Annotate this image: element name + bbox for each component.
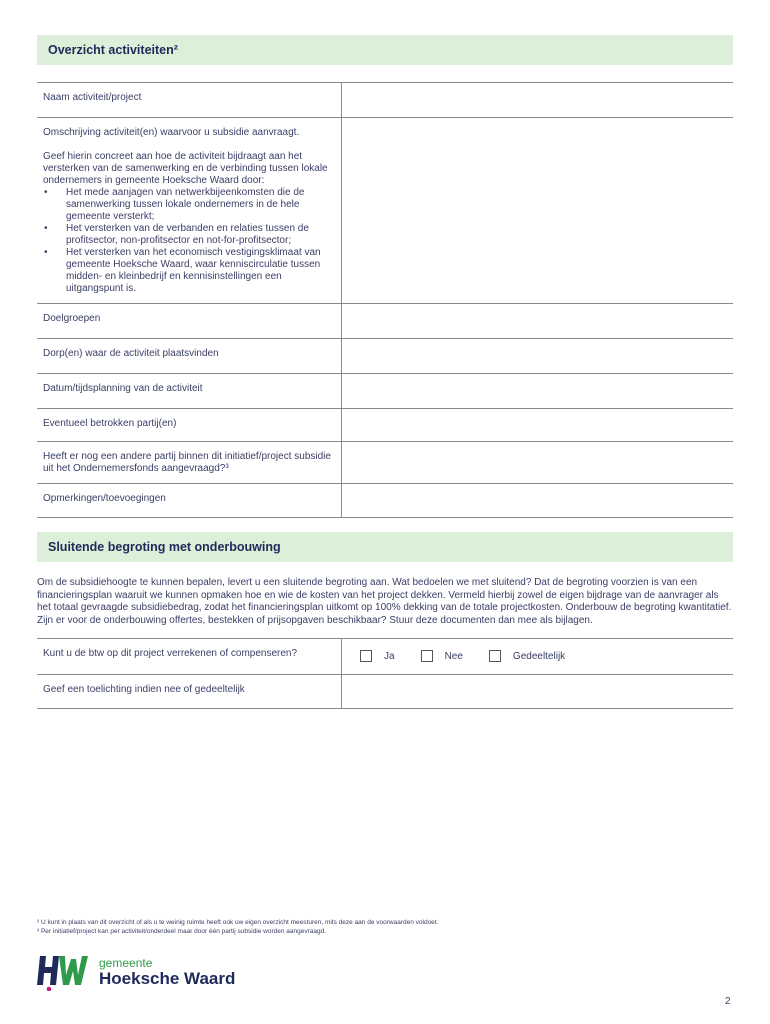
checkbox-nee[interactable]: [421, 650, 463, 662]
checkbox-gedeeltelijk[interactable]: [489, 650, 565, 662]
gemeente-logo: [37, 951, 235, 991]
checkbox-label: Ja: [384, 650, 395, 662]
table-row: [37, 409, 733, 442]
opmerkingen-field[interactable]: [342, 484, 734, 518]
list-item: • Het versterken van de verbanden en relaties tussen de profitsector, non-profitsector en not-for-profitsector;: [66, 223, 335, 247]
dorpen-field[interactable]: [342, 339, 734, 374]
field-label: [37, 442, 342, 484]
naam-activiteit-field[interactable]: [342, 83, 734, 118]
hw-logo-icon: [37, 951, 93, 991]
field-label: [37, 374, 342, 409]
label-omschrijving: Omschrijving activiteit(en) waarvoor u subsidie aanvraagt.: [43, 127, 300, 138]
table-row: [37, 639, 733, 675]
table-row: [37, 118, 733, 304]
omschrijving-intro: Geef hierin concreet aan hoe de activiteit bijdraagt aan het versterken van de samenwerking en de verbinding tussen lokale ondernemers in gemeente Hoeksche Waard door:: [43, 151, 328, 186]
field-label: [37, 484, 342, 518]
toelichting-field[interactable]: [342, 675, 734, 709]
field-label: [37, 675, 342, 709]
label-btw: Kunt u de btw op dit project verrekenen of compenseren?: [43, 648, 298, 659]
checkbox-icon[interactable]: [489, 650, 501, 662]
footnote: ² U kunt in plaats van dit overzicht of als u te weinig ruimte heeft ook uw eigen overzicht meesturen, mits deze aan de voorwaarden voldoet.: [37, 919, 439, 926]
label-datum: Datum/tijdsplanning van de activiteit: [43, 383, 203, 394]
activiteiten-table: [37, 82, 733, 518]
checkbox-label: Gedeeltelijk: [512, 650, 566, 662]
table-row: [37, 442, 733, 484]
list-item: • Het mede aanjagen van netwerkbijeenkomsten die de samenwerking tussen lokale ondernemers in de hele gemeente versterkt;: [66, 187, 335, 223]
betrokken-partijen-field[interactable]: [342, 409, 734, 442]
label-betrokken-partijen: Eventueel betrokken partij(en): [43, 418, 177, 429]
field-label: [37, 118, 342, 304]
table-row: [37, 339, 733, 374]
field-label: [37, 339, 342, 374]
table-row: [37, 374, 733, 409]
section-title-text: Sluitende begroting met onderbouwing: [48, 540, 281, 554]
table-row: [37, 304, 733, 339]
field-label: [37, 409, 342, 442]
table-row: [37, 83, 733, 118]
checkbox-ja[interactable]: [360, 650, 395, 662]
label-naam-activiteit: Naam activiteit/project: [43, 92, 142, 103]
checkbox-label: Nee: [444, 650, 463, 662]
field-label: [37, 304, 342, 339]
label-opmerkingen: Opmerkingen/toevoegingen: [43, 493, 166, 504]
table-row: [37, 675, 733, 709]
doelgroepen-field[interactable]: [342, 304, 734, 339]
footnotes: [37, 918, 438, 936]
label-dorpen: Dorp(en) waar de activiteit plaatsvinden: [43, 348, 219, 359]
section-title-begroting: [37, 532, 733, 562]
logo-text-gemeente: gemeente: [99, 956, 153, 970]
begroting-intro: Om de subsidiehoogte te kunnen bepalen, levert u een sluitende begroting aan. Wat bedoelen we met sluitend? Dat de begroting voorzien is van een financieringsplan waaruit we kunnen opmaken hoe en wie de kosten van het project dekken. Vermeld hierbij zowel de eigen bijdrage van de aanvrager als het totaal gevraagde subsidiebedrag, zodat het financieringsplan uitkomt op 100% dekking van de totale projectkosten. Onderbouw de begroting kwantitatief. Zijn er voor de onderbouwing offertes, bestekken of prijsopgaven beschikbaar? Stuur deze documenten dan mee als bijlagen.: [37, 577, 732, 626]
label-andere-partij: Heeft er nog een andere partij binnen dit initiatief/project subsidie uit het Ondernemersfonds aangevraagd?³: [43, 451, 331, 474]
label-toelichting: Geef een toelichting indien nee of gedeeltelijk: [43, 684, 245, 695]
omschrijving-field[interactable]: [342, 118, 734, 304]
datum-field[interactable]: [342, 374, 734, 409]
page-number: 2: [725, 996, 731, 1007]
label-doelgroepen: Doelgroepen: [43, 313, 101, 324]
field-label: [37, 83, 342, 118]
logo-text-hoeksche-waard: Hoeksche Waard: [99, 969, 236, 988]
criteria-list: [43, 187, 335, 295]
begroting-table: [37, 638, 733, 709]
footnote: ³ Per initiatief/project kan per activiteit/onderdeel maar door één partij subsidie worden aangevraagd.: [37, 928, 327, 935]
checkbox-icon[interactable]: [360, 650, 372, 662]
list-item: • Het versterken van het economisch vestigingsklimaat van gemeente Hoeksche Waard, waar kenniscirculatie tussen midden- en kleinbedrijf en kennisinstellingen een uitgangspunt is.: [66, 247, 335, 295]
checkbox-icon[interactable]: [421, 650, 433, 662]
section-title-activiteiten: [37, 35, 733, 65]
table-row: [37, 484, 733, 518]
field-label: [37, 639, 342, 675]
section-title-text: Overzicht activiteiten²: [48, 43, 178, 57]
andere-partij-field[interactable]: [342, 442, 734, 484]
btw-options: [342, 639, 734, 675]
